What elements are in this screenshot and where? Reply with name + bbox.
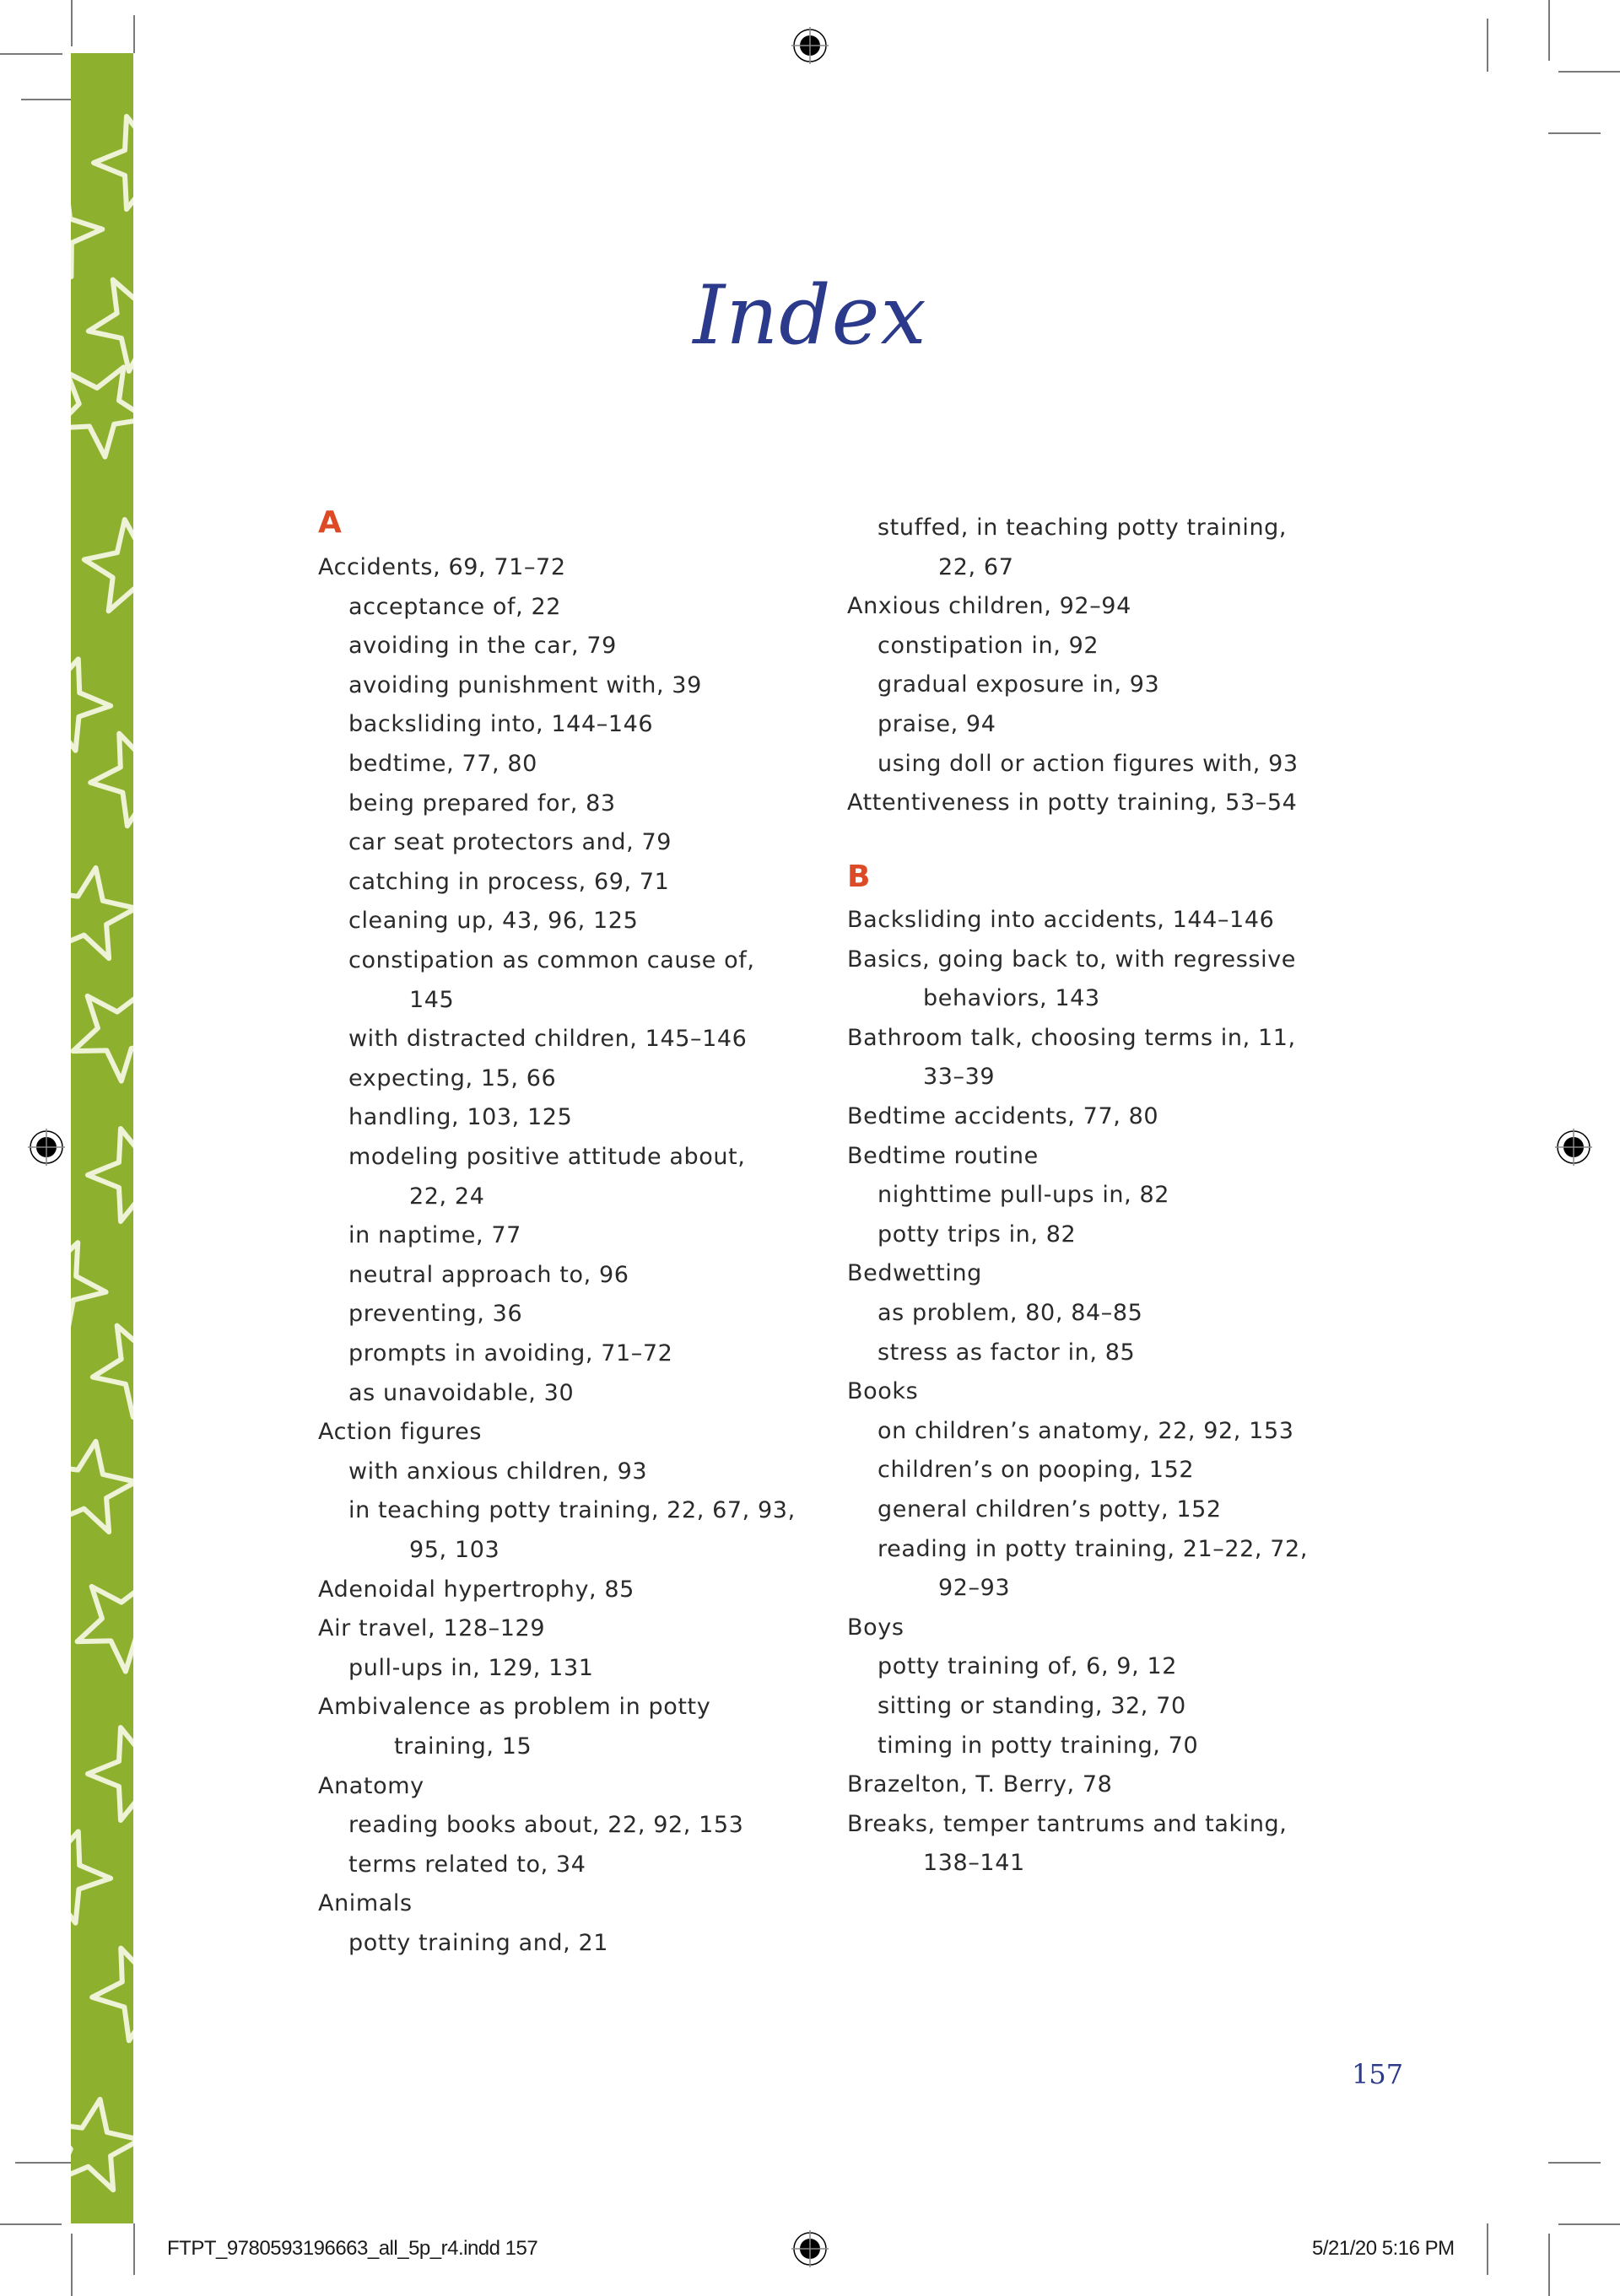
index-subentry: 145 — [409, 986, 455, 1013]
section-letter-a: A — [318, 505, 342, 540]
index-subentry: prompts in avoiding, 71–72 — [348, 1340, 673, 1366]
index-subentry: children’s on pooping, 152 — [878, 1457, 1195, 1484]
crop-mark — [0, 2223, 62, 2225]
slug-filename: FTPT_9780593196663_all_5p_r4.indd 157 — [167, 2237, 538, 2260]
index-entry: Anxious children, 92–94 — [847, 593, 1131, 620]
index-entry: Bathroom talk, choosing terms in, 11, — [847, 1024, 1296, 1051]
index-entry: Bedtime routine — [847, 1142, 1039, 1169]
index-subentry: car seat protectors and, 79 — [348, 829, 672, 856]
crop-mark — [1548, 0, 1550, 61]
crop-mark — [71, 2234, 73, 2296]
index-subentry: neutral approach to, 96 — [348, 1261, 629, 1288]
index-subentry: avoiding in the car, 79 — [348, 633, 617, 660]
index-entry: Air travel, 128–129 — [318, 1615, 546, 1642]
index-subentry: pull-ups in, 129, 131 — [348, 1654, 594, 1681]
index-subentry: constipation in, 92 — [878, 632, 1099, 659]
crop-mark — [21, 99, 71, 100]
index-entry: Adenoidal hypertrophy, 85 — [318, 1576, 634, 1603]
decorative-star-stripe — [71, 53, 133, 2223]
index-subentry: timing in potty training, 70 — [878, 1732, 1199, 1759]
crop-mark — [0, 53, 62, 55]
registration-mark-icon — [1555, 1129, 1592, 1166]
index-subentry: with distracted children, 145–146 — [348, 1026, 748, 1053]
crop-mark — [1548, 2234, 1550, 2296]
crop-mark — [15, 2162, 71, 2164]
index-subentry: stuffed, in teaching potty training, — [878, 515, 1288, 541]
crop-mark — [71, 0, 73, 46]
index-subentry: catching in process, 69, 71 — [348, 868, 670, 895]
index-subentry: sitting or standing, 32, 70 — [878, 1693, 1186, 1719]
index-subentry: on children’s anatomy, 22, 92, 153 — [878, 1417, 1294, 1444]
index-subentry: as problem, 80, 84–85 — [878, 1300, 1143, 1326]
crop-mark — [1487, 19, 1488, 72]
index-subentry: bedtime, 77, 80 — [348, 751, 537, 777]
crop-mark — [133, 15, 135, 53]
crop-mark — [1548, 2162, 1601, 2164]
index-subentry: 22, 24 — [409, 1183, 485, 1210]
index-subentry: acceptance of, 22 — [348, 593, 562, 620]
registration-mark-icon — [28, 1129, 65, 1166]
crop-mark — [1548, 132, 1601, 134]
index-entry: Bedwetting — [847, 1260, 982, 1287]
index-entry: 33–39 — [923, 1064, 996, 1091]
crop-mark — [133, 2223, 135, 2275]
index-entry: Action figures — [318, 1419, 482, 1446]
index-subentry: potty training of, 6, 9, 12 — [878, 1653, 1178, 1680]
index-subentry: constipation as common cause of, — [348, 947, 755, 973]
index-entry: Animals — [318, 1890, 413, 1917]
index-subentry: reading in potty training, 21–22, 72, — [878, 1535, 1309, 1562]
index-entry: 138–141 — [923, 1850, 1025, 1877]
index-subentry: in teaching potty training, 22, 67, 93, — [348, 1497, 796, 1524]
index-entry: training, 15 — [394, 1733, 532, 1760]
index-subentry: being prepared for, 83 — [348, 790, 616, 817]
index-subentry: terms related to, 34 — [348, 1851, 586, 1878]
index-subentry: avoiding punishment with, 39 — [348, 671, 702, 698]
index-entry: Anatomy — [318, 1772, 424, 1799]
index-entry: Boys — [847, 1614, 904, 1641]
index-entry: Ambivalence as problem in potty — [318, 1694, 711, 1721]
crop-mark — [1558, 71, 1620, 73]
slug-timestamp: 5/21/20 5:16 PM — [1312, 2237, 1455, 2260]
page-title: Index — [693, 268, 927, 363]
index-subentry: modeling positive attitude about, — [348, 1144, 746, 1170]
index-entry: Attentiveness in potty training, 53–54 — [847, 790, 1298, 817]
index-entry: behaviors, 143 — [923, 985, 1100, 1012]
index-subentry: preventing, 36 — [348, 1301, 523, 1328]
index-subentry: as unavoidable, 30 — [348, 1379, 575, 1406]
index-subentry: 95, 103 — [409, 1537, 500, 1563]
crop-mark — [1558, 2223, 1620, 2225]
section-letter-b: B — [847, 860, 871, 894]
index-subentry: 22, 67 — [938, 553, 1014, 580]
index-subentry: with anxious children, 93 — [348, 1458, 648, 1485]
star-pattern-icon — [71, 53, 133, 2223]
index-entry: Breaks, temper tantrums and taking, — [847, 1810, 1288, 1837]
index-entry: Basics, going back to, with regressive — [847, 946, 1296, 973]
page-number: 157 — [1352, 2058, 1404, 2090]
index-subentry: general children’s potty, 152 — [878, 1496, 1222, 1523]
index-entry: Backsliding into accidents, 144–146 — [847, 907, 1275, 933]
registration-mark-icon — [791, 27, 829, 64]
index-entry: Brazelton, T. Berry, 78 — [847, 1771, 1113, 1798]
registration-mark-icon — [791, 2230, 829, 2267]
index-subentry: handling, 103, 125 — [348, 1104, 573, 1131]
crop-mark — [1487, 2223, 1488, 2275]
index-subentry: backsliding into, 144–146 — [348, 711, 654, 738]
index-subentry: using doll or action figures with, 93 — [878, 750, 1299, 777]
index-subentry: stress as factor in, 85 — [878, 1339, 1136, 1366]
index-entry: Bedtime accidents, 77, 80 — [847, 1103, 1159, 1129]
index-entry: Accidents, 69, 71–72 — [318, 554, 566, 580]
index-subentry: gradual exposure in, 93 — [878, 671, 1160, 698]
index-subentry: reading books about, 22, 92, 153 — [348, 1812, 744, 1839]
index-subentry: cleaning up, 43, 96, 125 — [348, 908, 639, 935]
index-subentry: potty trips in, 82 — [878, 1221, 1077, 1248]
index-subentry: expecting, 15, 66 — [348, 1064, 557, 1091]
index-subentry: nighttime pull-ups in, 82 — [878, 1182, 1170, 1209]
index-subentry: potty training and, 21 — [348, 1930, 609, 1956]
index-subentry: in naptime, 77 — [348, 1222, 521, 1249]
index-subentry: 92–93 — [938, 1575, 1011, 1602]
index-subentry: praise, 94 — [878, 711, 996, 737]
index-entry: Books — [847, 1378, 919, 1405]
